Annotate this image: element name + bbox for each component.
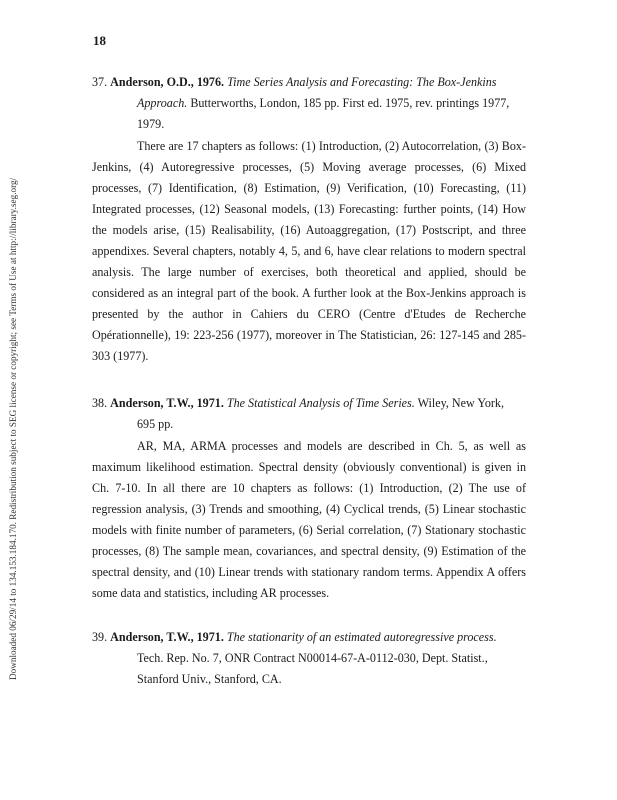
entry-37-description: There are 17 chapters as follows: (1) Introduction, (2) Autocorrelation, (3) Box-Jenkins, (4) Autoregressive processes, (5) Moving average processes, (6) Mixed processes, (7) Identification, (8) Estimation, (9) Verification, (10) Forecasting, (11) Integrated processes, (12) Seasonal models, (13) Forecasting: further points, (14) How the models arise, (15) Realisability, (16) Autoaggregation, (17) Postscript, and three appendixes. Several chapters, notably 4, 5, and 6, have clear relations to modern spectral analysis. The large number of exercises, both theoretical and applied, should be considered as an integral part of the book. A further look at the Box-Jenkins approach is presented by the author in Cahiers du CERO (Centre d'Etudes de Recherche Opérationnelle), 19: 223-256 (1977), moreover in The Statistician, 26: 127-145 and 285-303 (1977). <box>92 139 526 363</box>
entry-38-title: The Statistical Analysis of Time Series. <box>226 396 415 410</box>
entry-38-description: AR, MA, ARMA processes and models are described in Ch. 5, as well as maximum likelihood estimation. Spectral density (obviously conventional) is given in Ch. 7-10. In all there are 10 chapters as follows: (1) Introduction, (2) The use of regression analysis, (3) Trends and smoothing, (4) Cyclical trends, (5) Linear stochastic models with finite number of parameters, (6) Serial correlation, (7) Stationary stochastic processes, (8) The sample mean, covariances, and spectral density, (9) Estimation of the spectral density, and (10) Linear trends with stationary random terms. Appendix A offers some data and statistics, including AR processes. <box>92 439 526 600</box>
entry-38-publisher: Wiley, New York, <box>417 396 504 410</box>
entry-37-header <box>92 72 526 93</box>
entry-37-number: 37. <box>92 75 108 89</box>
entry-37-title: Time Series Analysis and Forecasting: The Box-Jenkins <box>227 75 497 89</box>
entry-38-author: Anderson, T.W., 1971. <box>110 396 224 410</box>
entry-38-header <box>92 393 526 414</box>
entry-38-number: 38. <box>92 396 108 410</box>
bibliography-entry-39 <box>92 627 526 690</box>
bibliography-entry-38 <box>92 393 526 604</box>
entry-39-header <box>92 627 526 648</box>
entry-37-author: Anderson, O.D., 1976. <box>110 75 225 89</box>
download-watermark-text: Downloaded 06/29/14 to 134.153.184.170. Redistribution subject to SEG license or copyright; see Terms of Use at http://library.seg.org/ <box>8 177 18 680</box>
entry-39-institution: Stanford Univ., Stanford, CA. <box>137 672 282 686</box>
entry-37-title-cont: Approach. <box>137 96 188 110</box>
page-number: 18 <box>93 33 106 48</box>
entry-39-title: The stationarity of an estimated autoregressive process. <box>226 630 497 644</box>
entry-39-author: Anderson, T.W., 1971. <box>110 630 224 644</box>
entry-37-citation-cont <box>92 93 526 114</box>
bibliography-entry-37 <box>92 72 526 367</box>
download-watermark <box>0 0 16 800</box>
entry-37-publisher: Butterworths, London, 185 pp. First ed. 1975, rev. printings 1977, <box>190 96 510 110</box>
entry-38-pages: 695 pp. <box>137 417 174 431</box>
entry-39-report: Tech. Rep. No. 7, ONR Contract N00014-67-A-0112-030, Dept. Statist., <box>137 651 488 665</box>
entry-39-number: 39. <box>92 630 108 644</box>
entry-37-year: 1979. <box>137 117 165 131</box>
